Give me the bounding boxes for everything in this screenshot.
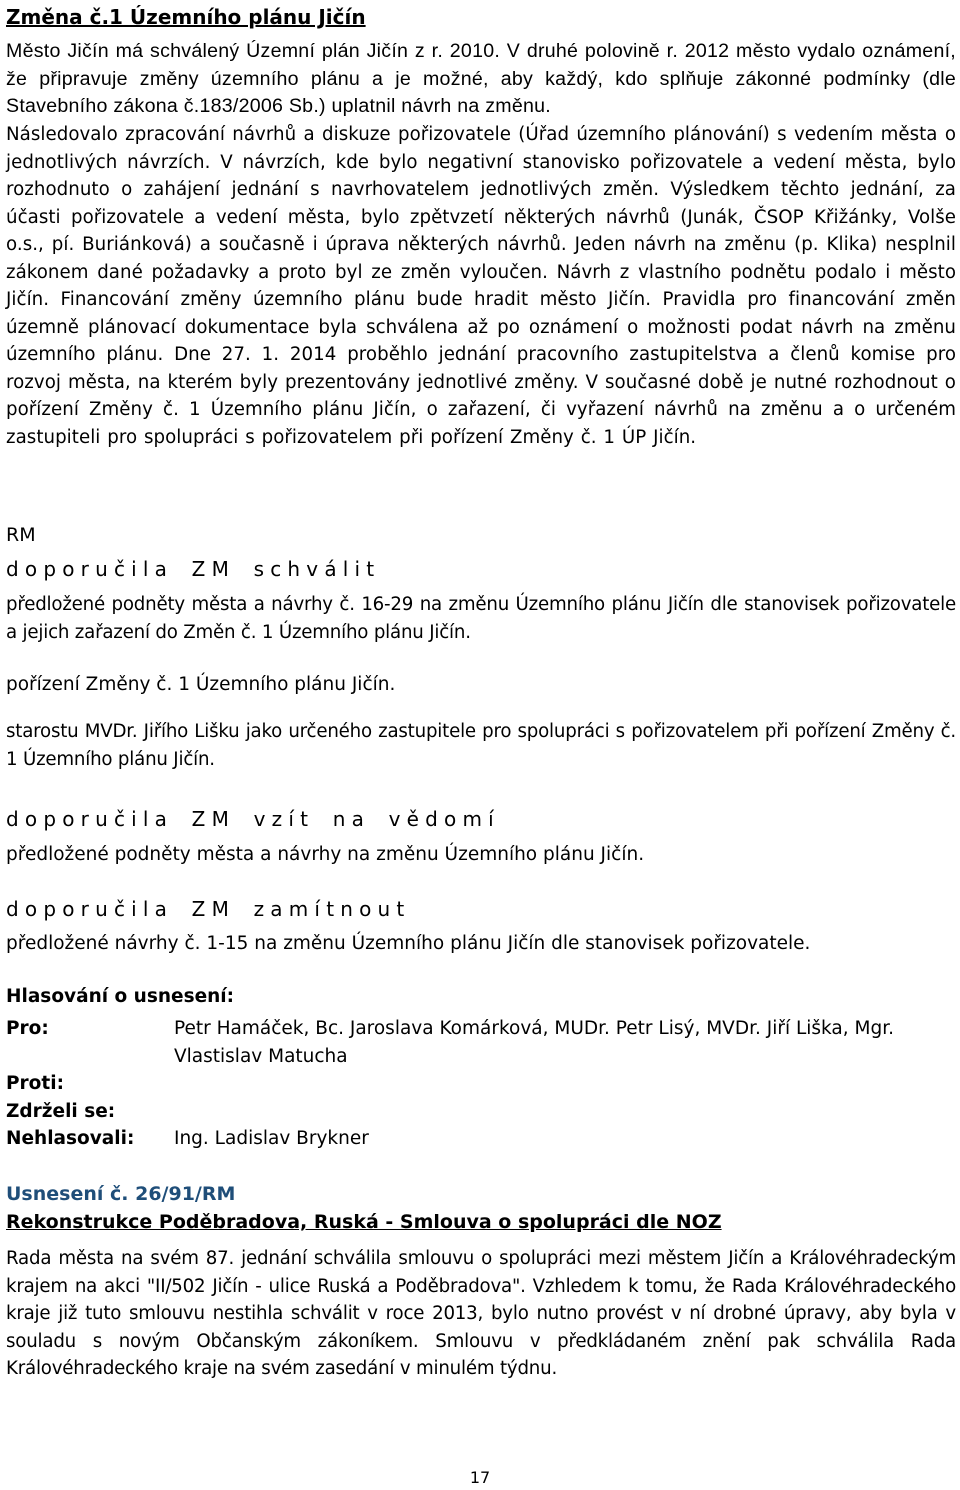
vote-value-abstain: [174, 1098, 956, 1126]
vote-value-not-voted: Ing. Ladislav Brykner: [174, 1128, 369, 1149]
vote-label-abstain: Zdrželi se:: [6, 1100, 116, 1122]
page-number: 17: [469, 1468, 491, 1487]
note-item: předložené podněty města a návrhy na změnu Územního plánu Jičín.: [6, 844, 645, 865]
approve-item-3: starostu MVDr. Jiřího Lišku jako určeného zastupitele pro spolupráci s pořizovatelem při pořízení Změny č. 1 Územního plánu Jičín.: [6, 721, 956, 770]
rm-label: RM: [6, 524, 36, 546]
resolution-title: Rekonstrukce Poděbradova, Ruská - Smlouva o spolupráci dle NOZ: [6, 1211, 722, 1233]
intro-paragraph-part-1: Město Jičín má schválený Územní plán Jičín z r. 2010. V druhé polovině r. 2012 město vydalo oznámení, že připravuje změny územního plánu a je možné, aby každý, kdo splňuje zákonné podmínky (dle Stavebního zákona č.183/2006 Sb.) uplatnil návrh na změnu.: [6, 40, 956, 117]
recommend-approve-heading: doporučila ZM schválit: [6, 557, 381, 581]
resolution-number: Usnesení č. 26/91/RM: [6, 1183, 236, 1205]
voting-table: [6, 1015, 956, 1153]
vote-row-not-voted: [6, 1125, 956, 1153]
vote-label-for: Pro:: [6, 1018, 49, 1039]
reject-item: předložené návrhy č. 1-15 na změnu Územního plánu Jičín dle stanovisek pořizovatele.: [6, 933, 811, 954]
vote-row-for: [6, 1015, 956, 1070]
vote-value-for: Petr Hamáček, Bc. Jaroslava Komárková, MUDr. Petr Lisý, MVDr. Jiří Liška, Mgr. Vlastislav Matucha: [174, 1018, 895, 1067]
section-title: Změna č.1 Územního plánu Jičín: [6, 5, 366, 29]
vote-row-against: [6, 1070, 956, 1098]
vote-value-against: [174, 1070, 956, 1098]
recommend-note-heading: doporučila ZM vzít na vědomí: [6, 807, 500, 831]
intro-paragraph-part-2: Následovalo zpracování návrhů a diskuze pořizovatele (Úřad územního plánování) s vedením města o jednotlivých návrzích. V návrzích, kde bylo negativní stanovisko pořizovatele a vedení města, bylo rozhodnuto o zahájení jednání s navrhovatelem jednotlivých změn. Výsledkem těchto jednání, za účasti pořizovatele a vedení města, bylo zpětvzetí některých návrhů (Junák, ČSOP Křižánky, Volše o.s., pí. Buriánková) a současně i úprava některých návrhů. Jeden návrh na změnu (p. Klika) nesplnil zákonem dané požadavky a proto byl ze změn vyloučen. Návrh z vlastního podnětu podalo i město Jičín. Financování změny územního plánu bude hradit město Jičín. Pravidla pro financování změn územně plánovací dokumentace byla schválena až po oznámení o možnosti podat návrh na změnu územního plánu. Dne 27. 1. 2014 proběhlo jednání pracovního zastupitelstva a členů komise pro rozvoj města, na kterém byly prezentovány jednotlivé změny. V současné době je nutné rozhodnout o pořízení Změny č. 1 Územního plánu Jičín, o zařazení, či vyřazení návrhů na změnu a o určeném zastupiteli pro spolupráci s pořizovatelem při pořízení Změny č. 1 ÚP Jičín.: [6, 124, 956, 448]
vote-label-not-voted: Nehlasovali:: [6, 1128, 135, 1149]
approve-item-1: předložené podněty města a návrhy č. 16-29 na změnu Územního plánu Jičín dle stanovisek pořizovatele a jejich zařazení do Změn č. 1 Územního plánu Jičín.: [6, 594, 956, 643]
resolution-body: Rada města na svém 87. jednání schválila smlouvu o spolupráci mezi městem Jičín a Královéhradeckým krajem na akci "II/502 Jičín - ulice Ruská a Poděbradova". Vzhledem k tomu, že Rada Královéhradeckého kraje již tuto smlouvu nestihla schválit v roce 2013, bylo nutno provést v ní drobné úpravy, aby byla v souladu s novým Občanským zákoníkem. Smlouvu v předkládaném znění pak schválila Rada Královéhradeckého kraje na svém zasedání v minulém týdnu.: [6, 1248, 956, 1379]
approve-item-2: pořízení Změny č. 1 Územního plánu Jičín.: [6, 674, 396, 695]
recommend-reject-heading: doporučila ZM zamítnout: [6, 897, 411, 921]
vote-row-abstain: [6, 1098, 956, 1126]
voting-heading: Hlasování o usnesení:: [6, 986, 235, 1007]
vote-label-against: Proti:: [6, 1073, 64, 1094]
